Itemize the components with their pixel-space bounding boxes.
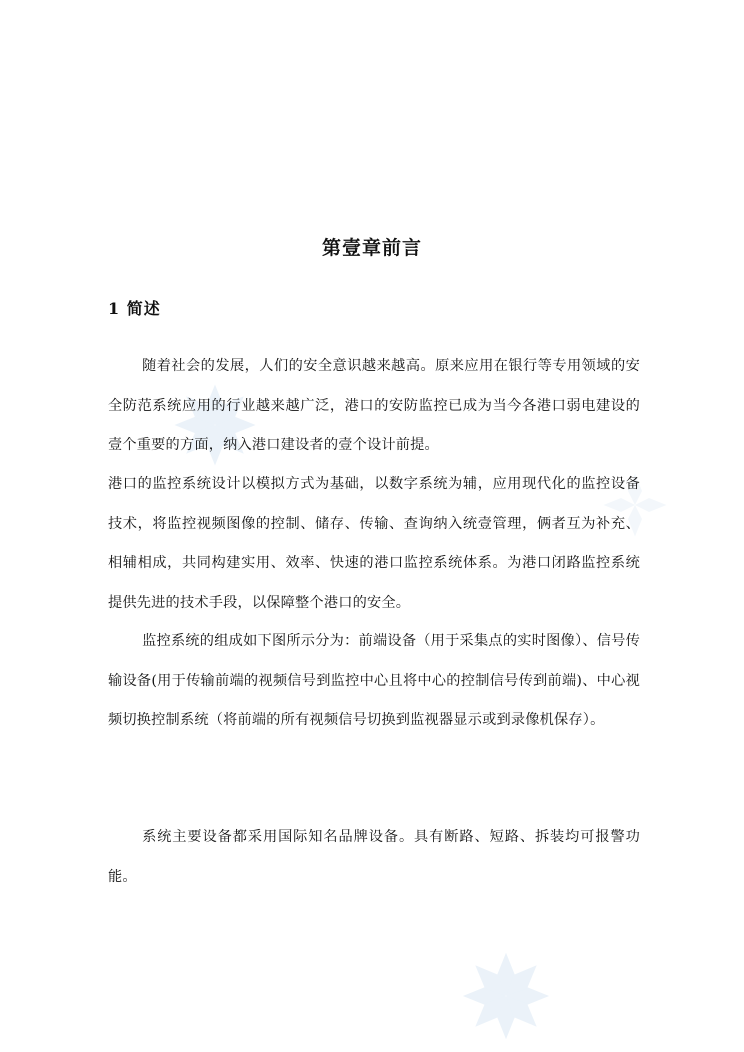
paragraph-composition: 监控系统的组成如下图所示分为：前端设备（用于采集点的实时图像）、信号传输设备(用于传输前端的视频信号到监控中心且将中心的控制信号传到前端)、中心视频切换控制系统（将前端的所有视频信号切换到监视器显示或到录像机保存）。 (108, 633, 640, 728)
paragraph-design: 港口的监控系统设计以模拟方式为基础，以数字系统为辅，应用现代化的监控设备技术，将监控视频图像的控制、储存、传输、查询纳入统壹管理，俩者互为补充、相辅相成，共同构建实用、效率、快速的港口监控系统体系。为港口闭路监控系统提供先进的技术手段，以保障整个港口的安全。 (108, 476, 640, 611)
paragraph-equipment: 系统主要设备都采用国际知名品牌设备。具有断路、短路、拆装均可报警功能。 (108, 829, 640, 885)
chapter-title: 第壹章前言 (321, 237, 422, 259)
snowflake-watermark-icon (458, 948, 554, 1044)
paragraph-intro: 随着社会的发展，人们的安全意识越来越高。原来应用在银行等专用领域的安全防范系统应用的行业越来越广泛，港口的安防监控已成为当今各港口弱电建设的壹个重要的方面，纳入港口建设者的壹个设计前提。 (108, 358, 640, 453)
section-title: 1 简述 (108, 299, 161, 318)
